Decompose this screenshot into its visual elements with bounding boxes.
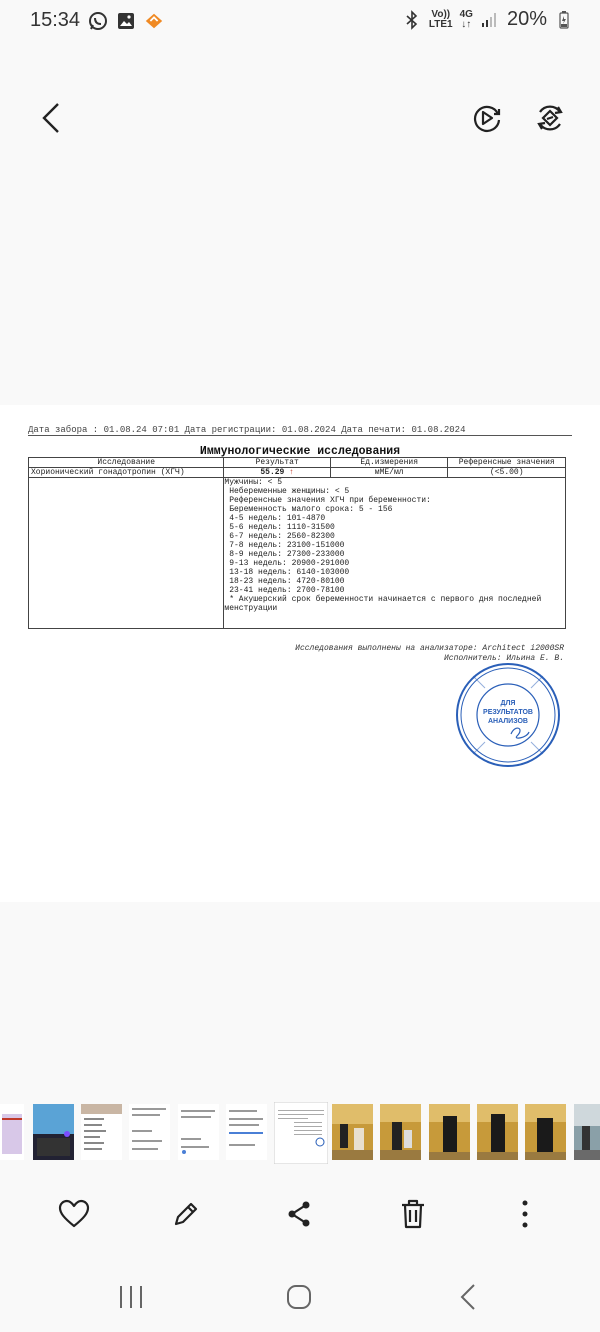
gallery-icon <box>116 11 136 31</box>
chevron-left-icon <box>40 102 64 134</box>
viewer-top-bar <box>0 88 600 148</box>
header-result: Результат <box>224 458 331 468</box>
thumbnail[interactable] <box>81 1104 122 1160</box>
thumbnail-selected[interactable] <box>274 1102 328 1164</box>
ref-line: 13-18 недель: 6140-103000 <box>224 568 350 577</box>
reference-notes <box>224 478 566 629</box>
table-header-row <box>29 458 566 468</box>
thumbnail[interactable] <box>332 1104 373 1160</box>
result-value: 55.29 <box>260 468 285 477</box>
section-title: Иммунологические исследования <box>199 445 401 458</box>
stamp-text: АНАЛИЗОВ <box>488 718 528 725</box>
recents-icon <box>118 1285 144 1309</box>
ref-line: Небеременные женщины: < 5 <box>224 487 350 496</box>
motion-photo-play-icon <box>471 102 503 134</box>
thumbnail[interactable] <box>574 1104 600 1160</box>
ref-line: 6-7 недель: 2560-82300 <box>224 532 335 541</box>
thumbnail[interactable] <box>477 1104 518 1160</box>
thumbnail[interactable] <box>429 1104 470 1160</box>
chevron-left-icon <box>460 1284 476 1310</box>
favorite-button[interactable] <box>52 1192 96 1236</box>
empty-cell <box>29 478 224 629</box>
ref-line: 7-8 недель: 23100-151000 <box>224 541 345 550</box>
ref-line: * Акушерский срок беременности начинается с первого дня последней <box>224 595 542 604</box>
whatsapp-icon <box>88 11 108 31</box>
ref-line: 9-13 недель: 20900-291000 <box>224 559 350 568</box>
heart-icon <box>58 1199 90 1229</box>
battery-icon <box>554 10 574 30</box>
ref-line: менструации <box>224 604 278 613</box>
divider <box>28 435 572 436</box>
home-button[interactable] <box>277 1275 321 1319</box>
reference-value: (<5.00) <box>448 468 566 478</box>
stamp-text: ДЛЯ <box>500 700 516 707</box>
ref-line: 5-6 недель: 1110-31500 <box>224 523 335 532</box>
pencil-icon <box>171 1199 201 1229</box>
thumbnail[interactable] <box>380 1104 421 1160</box>
trash-icon <box>399 1198 427 1230</box>
edit-button[interactable] <box>164 1192 208 1236</box>
document-cut-header: Дата забора : 01.08.24 07:01 Дата регистрации: 01.08.2024 Дата печати: 01.08.2024 <box>28 425 466 435</box>
thumbnail[interactable] <box>178 1104 219 1160</box>
lab-stamp <box>455 662 561 768</box>
stamp-text: РЕЗУЛЬТАТОВ <box>483 709 533 716</box>
home-icon <box>286 1284 312 1310</box>
thumbnail[interactable] <box>226 1104 267 1160</box>
result-high-flag: ↑ <box>289 468 294 477</box>
lte-label: LTE1 <box>428 18 453 30</box>
ref-line: Мужчины: < 5 <box>224 478 283 487</box>
delete-button[interactable] <box>391 1192 435 1236</box>
back-button[interactable] <box>30 96 74 140</box>
data-arrows-icon: ↓↑ <box>461 18 472 30</box>
signature <box>511 728 529 738</box>
executor-note: Исполнитель: Ильина Е. В. <box>443 654 564 663</box>
ref-line: 8-9 недель: 27300-233000 <box>224 550 345 559</box>
header-reference: Референсные значения <box>448 458 566 468</box>
more-options-button[interactable] <box>503 1192 547 1236</box>
thumbnail[interactable] <box>0 1104 24 1160</box>
motion-play-button[interactable] <box>465 96 509 140</box>
ref-line: 4-5 недель: 101-4870 <box>224 514 326 523</box>
thumbnail[interactable] <box>525 1104 566 1160</box>
remaster-button[interactable] <box>528 96 572 140</box>
status-bar <box>0 0 600 44</box>
share-button[interactable] <box>277 1192 321 1236</box>
table-row <box>29 468 566 478</box>
volte-label: Vo)) <box>431 8 451 20</box>
analyzer-note: Исследования выполнены на анализаторе: Architect i2000SR <box>295 644 564 653</box>
header-unit: Ед.измерения <box>330 458 448 468</box>
ref-line: Беременность малого срока: 5 - 156 <box>224 505 393 514</box>
result-cell <box>224 468 331 478</box>
ref-line: 18-23 недель: 4720-80100 <box>224 577 345 586</box>
share-icon <box>284 1199 314 1229</box>
unit-value: мМЕ/мл <box>330 468 448 478</box>
remaster-icon <box>534 102 566 134</box>
ref-line: 23-41 недель: 2700-78100 <box>224 586 345 595</box>
thumbnail[interactable] <box>129 1104 170 1160</box>
thumbnail[interactable] <box>33 1104 74 1160</box>
battery-percent: 20% <box>506 8 547 30</box>
table-row <box>29 478 566 629</box>
network-gen-label: 4G <box>459 8 473 20</box>
ref-line: Референсные значения ХГЧ при беременности: <box>224 496 431 505</box>
results-table <box>28 457 566 629</box>
document-image[interactable] <box>0 405 600 902</box>
status-time: 15:34 <box>30 9 81 31</box>
nav-back-button[interactable] <box>446 1275 490 1319</box>
action-bar <box>0 1190 600 1240</box>
thumbnail-strip[interactable] <box>0 1102 600 1164</box>
bluetooth-icon <box>402 10 422 30</box>
header-test: Исследование <box>29 458 224 468</box>
test-name: Хорионический гонадотропин (ХГЧ) <box>29 468 224 478</box>
recents-button[interactable] <box>109 1275 153 1319</box>
more-vert-icon <box>521 1199 529 1229</box>
app-icon <box>144 11 164 31</box>
signal-icon <box>480 10 500 30</box>
system-nav-bar <box>0 1275 600 1319</box>
